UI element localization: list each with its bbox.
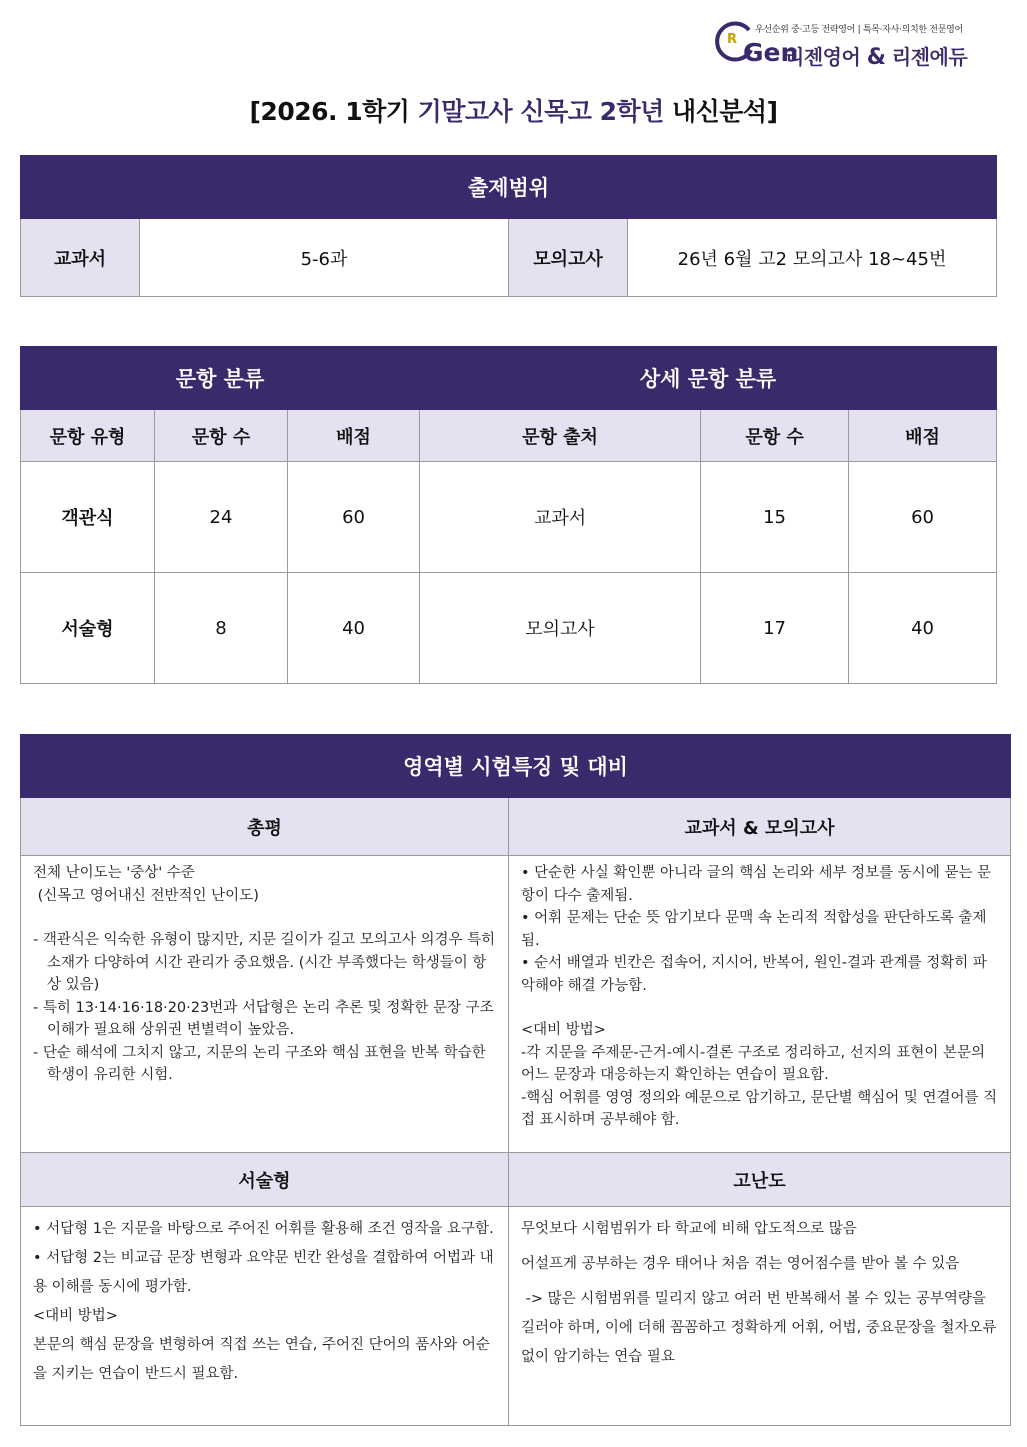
source-line: -핵심 어휘를 영영 정의와 예문으로 암기하고, 문단별 핵심어 및 연결어를 직접 표시하며 공부해야 함. [521, 1089, 998, 1128]
scope-mock-label: 모의고사 [509, 219, 628, 297]
essay-content [21, 1207, 509, 1426]
scope-textbook-value: 5-6과 [140, 219, 509, 297]
source-line: • 단순한 사실 확인뿐 아니라 글의 핵심 논리와 세부 정보를 동시에 묻는 문항이 다수 출제됨. [521, 865, 992, 904]
essay-label: 서술형 [21, 1153, 509, 1207]
difficulty-label: 고난도 [509, 1153, 1011, 1207]
essay-line: • 서답형 2는 비교급 문장 변형과 요약문 빈칸 완성을 결합하여 어법과 내용 이해를 동시에 평가함. [33, 1250, 494, 1295]
scope-table [20, 155, 997, 297]
overview-label: 총평 [21, 798, 509, 856]
difficulty-line: 무엇보다 시험범위가 타 학교에 비해 압도적으로 많음 [521, 1221, 857, 1237]
table-row [21, 462, 997, 573]
title-prefix: [2026. 1학기 [249, 97, 418, 126]
logo-brand-1: 리젠영어 [785, 45, 861, 69]
page-title [0, 92, 1027, 128]
row-count: 8 [155, 573, 288, 684]
row-type: 객관식 [21, 462, 155, 573]
overview-spacer [33, 907, 496, 929]
table-row [21, 573, 997, 684]
source-label: 교과서 & 모의고사 [509, 798, 1011, 856]
features-header: 영역별 시험특징 및 대비 [21, 735, 1011, 798]
row-source-score: 60 [849, 462, 997, 573]
col-score: 배점 [288, 410, 420, 462]
difficulty-content [509, 1207, 1011, 1426]
classification-table [20, 346, 997, 684]
row-score: 40 [288, 573, 420, 684]
row-source-count: 15 [701, 462, 849, 573]
col-source: 문항 출처 [420, 410, 701, 462]
col-source-count: 문항 수 [701, 410, 849, 462]
logo-tagline: 우선순위 중·고등 전략영어 | 특목·자사·의치한 전문영어 [755, 25, 963, 35]
source-line: • 어휘 문제는 단순 뜻 암기보다 문맥 속 논리적 적합성을 판단하도록 출제됨. [521, 910, 987, 949]
col-count: 문항 수 [155, 410, 288, 462]
difficulty-line: 어설프게 공부하는 경우 태어나 처음 겪는 영어점수를 받아 볼 수 있음 [521, 1256, 960, 1272]
features-table [20, 734, 1011, 1426]
essay-line: 본문의 핵심 문장을 변형하여 직접 쓰는 연습, 주어진 단어의 품사와 어순을 지키는 연습이 반드시 필요함. [33, 1337, 490, 1382]
title-accent: 기말고사 신목고 2학년 [417, 97, 664, 126]
overview-content [21, 856, 509, 1153]
row-count: 24 [155, 462, 288, 573]
scope-mock-value: 26년 6월 고2 모의고사 18~45번 [628, 219, 997, 297]
source-line: -각 지문을 주제문-근거-예시-결론 구조로 정리하고, 선지의 표현이 본문의 어느 문장과 대응하는지 확인하는 연습이 필요함. [521, 1044, 986, 1083]
overview-line: (신목고 영어내신 전반적인 난이도) [33, 887, 259, 904]
logo-amp: & [866, 45, 886, 70]
overview-line: - 단순 해석에 그치지 않고, 지문의 논리 구조와 핵심 표현을 반복 학습한 학생이 유리한 시험. [33, 1044, 486, 1083]
source-content [509, 856, 1011, 1153]
source-line: • 순서 배열과 빈칸은 접속어, 지시어, 반복어, 원인-결과 관계를 정확히 파악해야 해결 가능함. [521, 955, 987, 994]
overview-line: - 특히 13·14·16·18·20·23번과 서답형은 논리 추론 및 정확한 문장 구조 이해가 필요해 상위권 변별력이 높았음. [33, 999, 494, 1038]
logo-r-mark: R [727, 32, 738, 47]
row-source: 교과서 [420, 462, 701, 573]
source-line: <대비 방법> [521, 1022, 606, 1038]
row-source-score: 40 [849, 573, 997, 684]
source-spacer [521, 997, 998, 1019]
scope-textbook-label: 교과서 [21, 219, 140, 297]
col-source-score: 배점 [849, 410, 997, 462]
col-type: 문항 유형 [21, 410, 155, 462]
overview-line: - 객관식은 익숙한 유형이 많지만, 지문 길이가 길고 모의고사 의경우 특히 소재가 다양하여 시간 관리가 중요했음. (시간 부족했다는 학생들이 항상 있음) [33, 932, 496, 993]
detail-classification-header: 상세 문항 분류 [420, 347, 997, 410]
essay-line: • 서답형 1은 지문을 바탕으로 주어진 어휘를 활용해 조건 영작을 요구함. [33, 1221, 494, 1237]
scope-header: 출제범위 [21, 156, 997, 219]
title-suffix: 내신분석] [663, 97, 778, 126]
logo-en: Gen [743, 38, 799, 67]
row-type: 서술형 [21, 573, 155, 684]
logo-brand [785, 41, 967, 70]
overview-line: 전체 난이도는 '중상' 수준 [33, 865, 195, 881]
essay-line: <대비 방법> [33, 1308, 118, 1324]
difficulty-line: -> 많은 시험범위를 밀리지 않고 여러 번 반복해서 볼 수 있는 공부역량을 길러야 하며, 이에 더해 꼼꼼하고 정확하게 어휘, 어법, 중요문장을 철자오류 없이 암기하는 연습 필요 [521, 1291, 1002, 1365]
classification-header: 문항 분류 [21, 347, 420, 410]
row-source-count: 17 [701, 573, 849, 684]
row-source: 모의고사 [420, 573, 701, 684]
logo-brand-2: 리젠에듀 [891, 45, 968, 69]
brand-logo [713, 18, 1003, 70]
row-score: 60 [288, 462, 420, 573]
